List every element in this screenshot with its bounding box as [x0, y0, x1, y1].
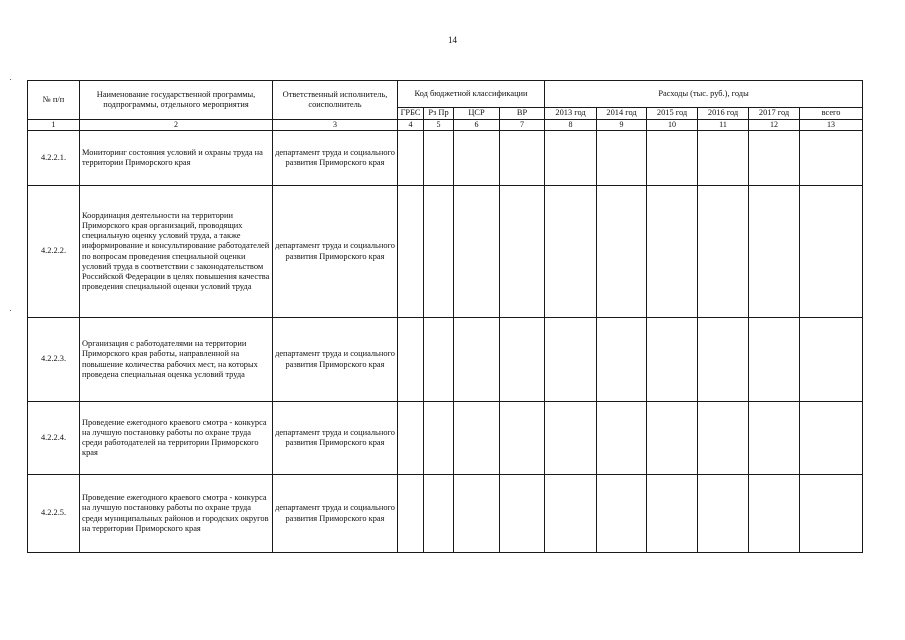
empty-cell [398, 131, 424, 186]
column-number: 12 [749, 120, 800, 131]
table-row [28, 186, 863, 318]
empty-cell [698, 131, 749, 186]
column-number: 11 [698, 120, 749, 131]
table-row [28, 131, 863, 186]
column-number: 3 [273, 120, 398, 131]
table-row [28, 475, 863, 553]
subheader-vr: ВР [500, 108, 545, 120]
table-row [28, 402, 863, 475]
column-number: 10 [647, 120, 698, 131]
empty-cell [800, 131, 863, 186]
empty-cell [597, 475, 647, 553]
scan-speck [10, 310, 11, 311]
empty-cell [647, 475, 698, 553]
subheader-total: всего [800, 108, 863, 120]
empty-cell [398, 475, 424, 553]
column-number: 2 [80, 120, 273, 131]
column-number: 13 [800, 120, 863, 131]
header-row [28, 81, 863, 108]
responsible-executor: департамент труда и социального развития Приморского края [273, 131, 398, 186]
empty-cell [647, 131, 698, 186]
empty-cell [749, 475, 800, 553]
table-row [28, 318, 863, 402]
row-number: 4.2.2.3. [28, 318, 80, 402]
responsible-executor: департамент труда и социального развития Приморского края [273, 186, 398, 318]
subheader-2016: 2016 год [698, 108, 749, 120]
empty-cell [800, 475, 863, 553]
empty-cell [424, 402, 454, 475]
empty-cell [454, 402, 500, 475]
header-expenses: Расходы (тыс. руб.), годы [545, 81, 863, 108]
empty-cell [454, 318, 500, 402]
empty-cell [424, 186, 454, 318]
empty-cell [597, 131, 647, 186]
empty-cell [698, 475, 749, 553]
empty-cell [398, 318, 424, 402]
responsible-executor: департамент труда и социального развития Приморского края [273, 402, 398, 475]
row-number: 4.2.2.2. [28, 186, 80, 318]
empty-cell [800, 318, 863, 402]
empty-cell [647, 186, 698, 318]
column-number: 7 [500, 120, 545, 131]
empty-cell [545, 131, 597, 186]
empty-cell [698, 186, 749, 318]
header-name: Наименование государственной программы, подпрограммы, отдельного мероприятия [80, 81, 273, 120]
empty-cell [749, 402, 800, 475]
empty-cell [597, 402, 647, 475]
empty-cell [647, 318, 698, 402]
column-number: 5 [424, 120, 454, 131]
empty-cell [500, 475, 545, 553]
empty-cell [749, 318, 800, 402]
subheader-csr: ЦСР [454, 108, 500, 120]
measure-name: Мониторинг состояния условий и охраны труда на территории Приморского края [80, 131, 273, 186]
empty-cell [749, 186, 800, 318]
column-number: 1 [28, 120, 80, 131]
empty-cell [800, 402, 863, 475]
empty-cell [800, 186, 863, 318]
empty-cell [545, 186, 597, 318]
column-number: 9 [597, 120, 647, 131]
page-number: 14 [448, 35, 457, 45]
subheader-rzpr: Рз Пр [424, 108, 454, 120]
scan-speck [10, 79, 11, 80]
column-number: 8 [545, 120, 597, 131]
responsible-executor: департамент труда и социального развития Приморского края [273, 318, 398, 402]
measure-name: Координация деятельности на территории Приморского края организаций, проводящих специальную оценку условий труда, а также информирование и консультирование работодателей по вопросам проведения специальной оценки условий труда в соответствии с законодательством Российской Федерации в целях повышения качества проведения специальной оценки условий труда [80, 186, 273, 318]
subheader-2015: 2015 год [647, 108, 698, 120]
empty-cell [749, 131, 800, 186]
empty-cell [454, 475, 500, 553]
column-number: 6 [454, 120, 500, 131]
empty-cell [500, 131, 545, 186]
header-budget-code: Код бюджетной классификации [398, 81, 545, 108]
empty-cell [545, 475, 597, 553]
empty-cell [398, 186, 424, 318]
subheader-2014: 2014 год [597, 108, 647, 120]
empty-cell [698, 402, 749, 475]
empty-cell [545, 318, 597, 402]
empty-cell [647, 402, 698, 475]
empty-cell [454, 186, 500, 318]
measure-name: Организация с работодателями на территории Приморского края работы, направленной на повышение количества рабочих мест, на которых проведена специальная оценка условий труда [80, 318, 273, 402]
empty-cell [597, 186, 647, 318]
empty-cell [424, 318, 454, 402]
budget-table [27, 80, 863, 553]
empty-cell [500, 186, 545, 318]
subheader-2013: 2013 год [545, 108, 597, 120]
row-number: 4.2.2.5. [28, 475, 80, 553]
empty-cell [454, 131, 500, 186]
empty-cell [500, 402, 545, 475]
row-number: 4.2.2.4. [28, 402, 80, 475]
measure-name: Проведение ежегодного краевого смотра - конкурса на лучшую постановку работы по охране труда среди муниципальных районов и городских округов на территории Приморского края [80, 475, 273, 553]
empty-cell [545, 402, 597, 475]
empty-cell [500, 318, 545, 402]
subheader-2017: 2017 год [749, 108, 800, 120]
measure-name: Проведение ежегодного краевого смотра - конкурса на лучшую постановку работы по охране труда среди работодателей на территории Приморского края [80, 402, 273, 475]
row-number: 4.2.2.1. [28, 131, 80, 186]
empty-cell [398, 402, 424, 475]
empty-cell [424, 475, 454, 553]
column-number-row [28, 120, 863, 131]
header-number: № п/п [28, 81, 80, 120]
responsible-executor: департамент труда и социального развития Приморского края [273, 475, 398, 553]
header-responsible: Ответственный исполнитель, соисполнитель [273, 81, 398, 120]
empty-cell [698, 318, 749, 402]
empty-cell [597, 318, 647, 402]
empty-cell [424, 131, 454, 186]
column-number: 4 [398, 120, 424, 131]
subheader-grbs: ГРБС [398, 108, 424, 120]
